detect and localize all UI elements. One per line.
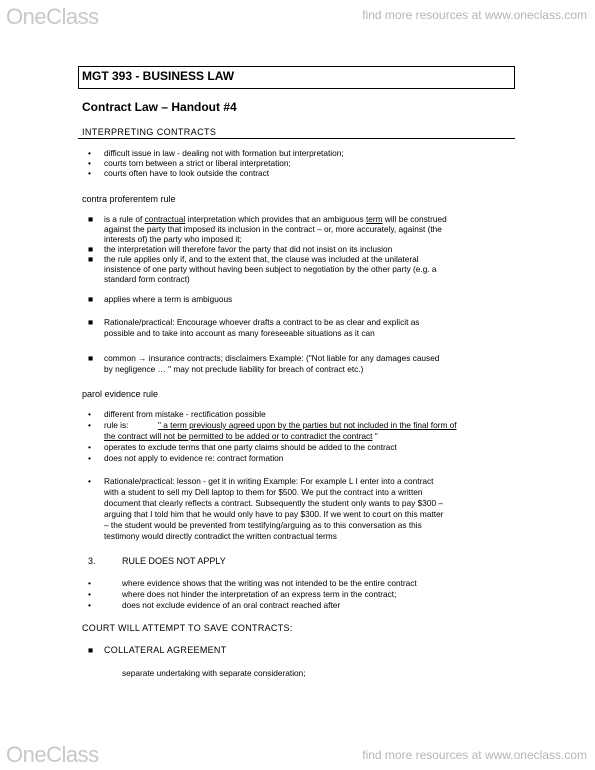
rule-label: rule is: xyxy=(104,420,129,430)
bullet-icon: • xyxy=(88,409,91,419)
list-item: different from mistake - rectification possible xyxy=(104,409,266,419)
bullet-icon: • xyxy=(88,578,91,588)
list-item: where does not hinder the interpretation of an express term in the contract; xyxy=(122,589,397,599)
list-item: operates to exclude terms that one party claims should be added to the contract xyxy=(104,442,397,452)
resources-link[interactable]: find more resources at www.oneclass.com xyxy=(362,8,587,22)
rule-quote-line: the contract will not be permitted to be added or to contradict the contract " xyxy=(104,431,378,441)
bullet-icon: • xyxy=(88,589,91,599)
list-item-line: insistence of one party without having been subject to negotiation by the other party (e.g. a xyxy=(104,264,437,274)
top-banner xyxy=(0,0,595,38)
list-item: the interpretation will therefore favor the party that did not insist on its inclusion xyxy=(104,244,393,254)
list-item-line: with a student to sell my Dell laptop to them for $500. We put the contract into a written xyxy=(104,487,423,497)
collateral-text: separate undertaking with separate consideration; xyxy=(122,668,306,678)
bullet-square-icon: ■ xyxy=(88,244,94,254)
course-title: MGT 393 - BUSINESS LAW xyxy=(82,69,235,83)
bullet-square-icon: ■ xyxy=(88,254,94,264)
oneclass-logo[interactable]: OneClass xyxy=(6,742,99,767)
list-item-line: against the party that imposed its inclusion in the contract – or, more accurately, against (the xyxy=(104,224,442,234)
bullet-square-icon: ■ xyxy=(88,317,94,327)
list-item: applies where a term is ambiguous xyxy=(104,294,233,304)
list-item-line: – the student would be prevented from testifying/arguing as to this conversation as this xyxy=(104,520,422,530)
list-item-line: interests of) the party who imposed it; xyxy=(104,234,242,244)
handout-title: Contract Law – Handout #4 xyxy=(82,100,237,114)
oneclass-logo[interactable]: OneClass xyxy=(6,4,99,29)
list-item: courts torn between a strict or liberal interpretation; xyxy=(104,158,291,168)
section-heading-interpreting: INTERPRETING CONTRACTS xyxy=(82,127,217,137)
list-item-line: testimony would directly contradict the written contractual terms xyxy=(104,531,337,541)
resources-link[interactable]: find more resources at www.oneclass.com xyxy=(362,748,587,762)
list-item: where evidence shows that the writing was not intended to be the entire contract xyxy=(122,578,417,588)
list-item: Rationale/practical: lesson - get it in writing Example: For example L I enter into a contract xyxy=(104,476,434,486)
rule-not-apply-heading: RULE DOES NOT APPLY xyxy=(122,556,226,566)
parol-heading: parol evidence rule xyxy=(82,389,159,399)
bullet-icon: • xyxy=(88,476,91,486)
list-item: Rationale/practical: Encourage whoever drafts a contract to be as clear and explicit as xyxy=(104,317,420,327)
bullet-square-icon: ■ xyxy=(88,214,94,224)
bullet-icon: • xyxy=(88,442,91,452)
list-item-line: possible and to take into account as many foreseeable situations as it can xyxy=(104,328,375,338)
bullet-icon: • xyxy=(88,168,91,178)
list-item-line: standard form contract) xyxy=(104,274,190,284)
collateral-heading: COLLATERAL AGREEMENT xyxy=(104,645,227,655)
list-item: does not apply to evidence re: contract formation xyxy=(104,453,284,463)
bullet-icon: • xyxy=(88,600,91,610)
bullet-square-icon: ■ xyxy=(88,353,94,363)
list-item: common → insurance contracts; disclaimers Example: ("Not liable for any damages caused xyxy=(104,353,440,363)
rule-quote: " a term previously agreed upon by the parties but not included in the final form of xyxy=(158,420,457,430)
court-heading: COURT WILL ATTEMPT TO SAVE CONTRACTS: xyxy=(82,623,293,633)
list-item: courts often have to look outside the contract xyxy=(104,168,270,178)
contra-heading: contra proferentem rule xyxy=(82,194,176,204)
section-number: 3. xyxy=(88,556,96,566)
list-item-line: arguing that I told him that he would only have to pay $300. If we went to court on this matter xyxy=(104,509,444,519)
bullet-icon: • xyxy=(88,453,91,463)
list-item-line: by negligence … " may not preclude liability for breach of contract etc.) xyxy=(104,364,364,374)
list-item: is a rule of contractual interpretation which provides that an ambiguous term will be construed xyxy=(104,214,447,224)
list-item: difficult issue in law - dealing not with formation but interpretation; xyxy=(104,148,344,158)
bullet-icon: • xyxy=(88,420,91,430)
section-divider xyxy=(78,138,515,139)
list-item: the rule applies only if, and to the extent that, the clause was included at the unilateral xyxy=(104,254,419,264)
bullet-square-icon: ■ xyxy=(88,294,94,304)
bullet-square-icon: ■ xyxy=(88,645,94,655)
bullet-icon: • xyxy=(88,158,91,168)
bullet-icon: • xyxy=(88,148,91,158)
list-item-line: document that clearly reflects a contract. Subsequently the student only wants to pay $300 – xyxy=(104,498,443,508)
bottom-banner xyxy=(0,732,595,770)
list-item: does not exclude evidence of an oral contract reached after xyxy=(122,600,341,610)
